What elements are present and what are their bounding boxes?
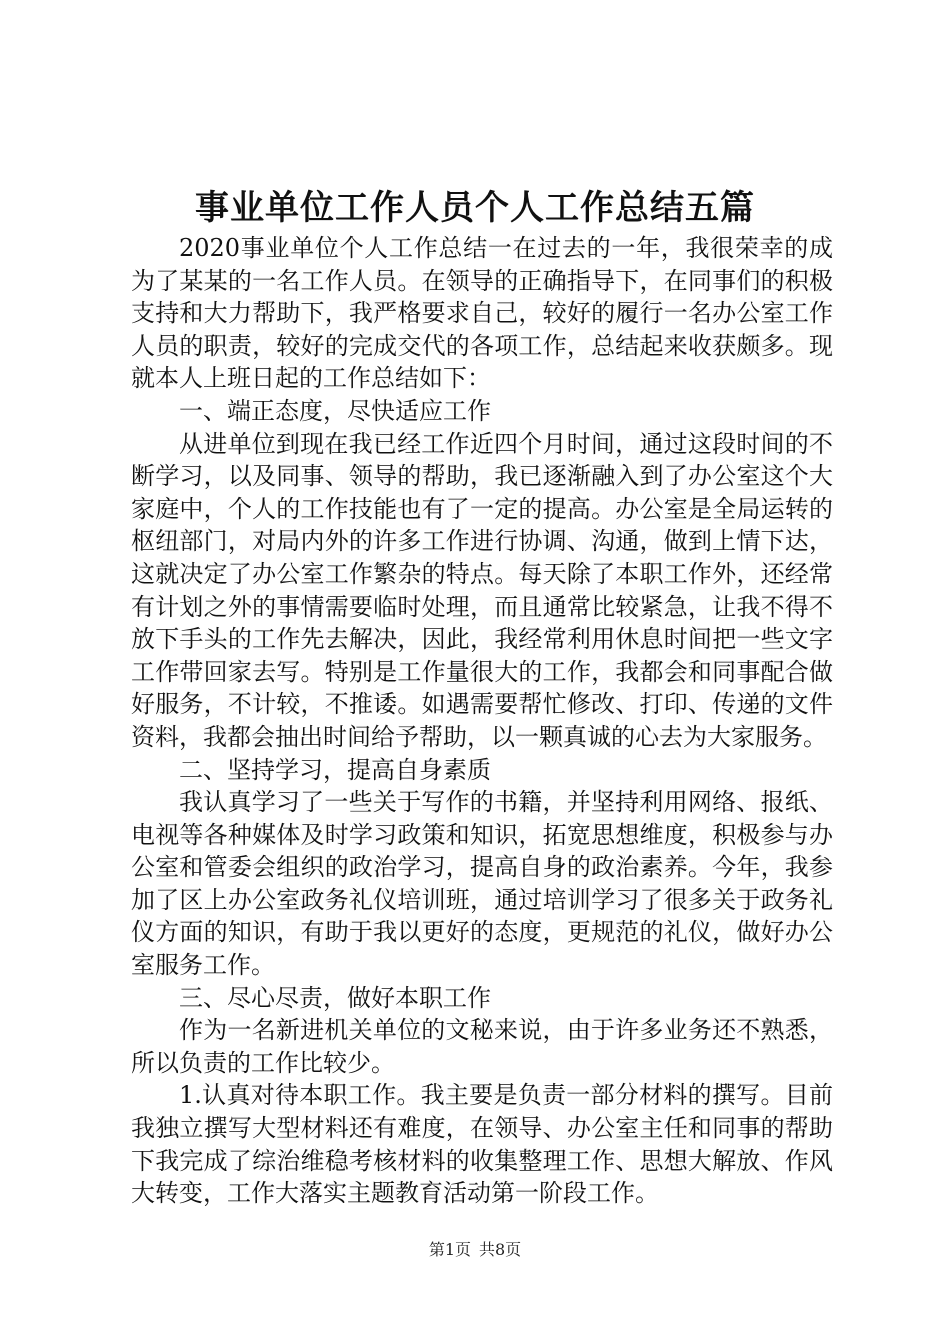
paragraph-section-1: 从进单位到现在我已经工作近四个月时间，通过这段时间的不断学习，以及同事、领导的帮助，我已逐渐融入到了办公室这个大家庭中，个人的工作技能也有了一定的提高。办公室是全局运转的枢纽部门，对局内外的许多工作进行协调、沟通，做到上情下达，这就决定了办公室工作繁杂的特点。每天除了本职工作外，还经常有计划之外的事情需要临时处理，而且通常比较紧急，让我不得不放下手头的工作先去解决，因此，我经常利用休息时间把一些文字工作带回家去写。特别是工作量很大的工作，我都会和同事配合做好服务，不计较，不推诿。如遇需要帮忙修改、打印、传递的文件资料，我都会抽出时间给予帮助，以一颗真诚的心去为大家服务。	[131, 429, 833, 751]
paragraph-section-2: 我认真学习了一些关于写作的书籍，并坚持利用网络、报纸、电视等各种媒体及时学习政策和知识，拓宽思想维度，积极参与办公室和管委会组织的政治学习，提高自身的政治素养。今年，我参加了区上办公室政务礼仪培训班，通过培训学习了很多关于政务礼仪方面的知识，有助于我以更好的态度，更规范的礼仪，做好办公室服务工作。	[131, 788, 833, 980]
document-body	[131, 232, 833, 1210]
section-heading-2: 二、坚持学习，提高自身素质	[179, 755, 491, 784]
paragraph-item-1: 1.认真对待本职工作。我主要是负责一部分材料的撰写。目前我独立撰写大型材料还有难度，在领导、办公室主任和同事的帮助下我完成了综治维稳考核材料的收集整理工作、思想大解放、作风大转变，工作大落实主题教育活动第一阶段工作。	[131, 1081, 833, 1208]
page-footer	[0, 1240, 950, 1260]
section-heading-1: 一、端正态度，尽快适应工作	[179, 396, 491, 425]
page-number: 第1页	[428, 1240, 471, 1259]
paragraph-section-3: 作为一名新进机关单位的文秘来说，由于许多业务还不熟悉，所以负责的工作比较少。	[131, 1016, 833, 1077]
page-total: 共8页	[479, 1240, 522, 1259]
section-heading-3: 三、尽心尽责，做好本职工作	[179, 983, 491, 1012]
document-title: 事业单位工作人员个人工作总结五篇	[195, 188, 755, 228]
paragraph-intro: 2020事业单位个人工作总结一在过去的一年，我很荣幸的成为了某某的一名工作人员。在领导的正确指导下，在同事们的积极支持和大力帮助下，我严格要求自己，较好的履行一名办公室工作人员的职责，较好的完成交代的各项工作，总结起来收获颇多。现就本人上班日起的工作总结如下：	[131, 234, 833, 393]
